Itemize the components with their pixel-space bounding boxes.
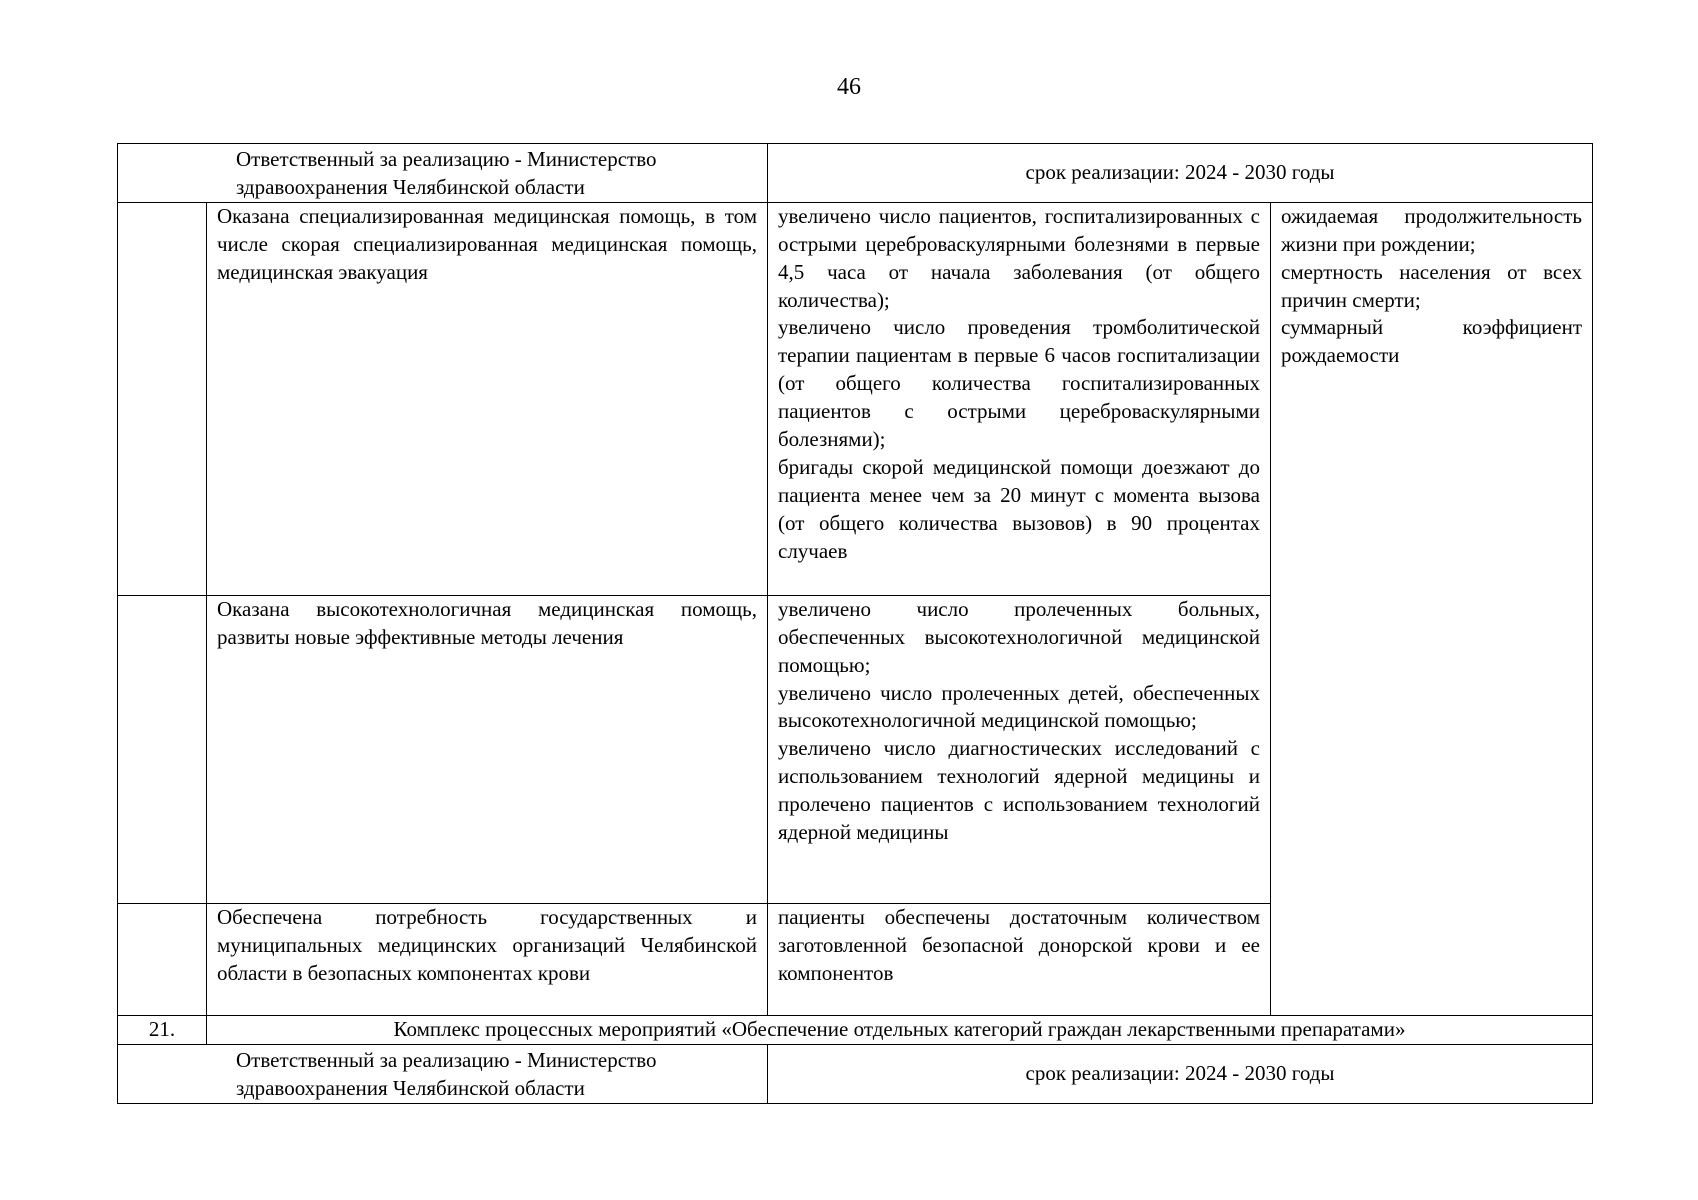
page-number: 46 <box>837 74 861 100</box>
row-number-cell <box>118 595 207 903</box>
section-title-cell: Комплекс процессных мероприятий «Обеспечение отдельных категорий граждан лекарственными препаратами» <box>207 1015 1593 1044</box>
task-cell: Оказана высокотехнологичная медицинская помощь, развиты новые эффективные методы лечения <box>207 595 768 903</box>
effect-cell <box>768 595 1271 903</box>
responsible-line-1: Ответственный за реализацию - Министерство <box>236 1047 657 1072</box>
responsible-cell <box>118 1044 768 1103</box>
task-cell: Обеспечена потребность государственных и муниципальных медицинских организаций Челябинской области в безопасных компонентах крови <box>207 903 768 1015</box>
effect-item: пациенты обеспечены достаточным количеством заготовленной безопасной донорской крови и ее компонентов <box>778 904 1260 985</box>
responsible-header-row <box>118 144 1593 203</box>
indicator-item: ожидаемая продолжительность жизни при рождении; <box>1281 203 1583 256</box>
task-cell: Оказана специализированная медицинская помощь, в том числе скорая специализированная медицинская помощь, медицинская эвакуация <box>207 202 768 595</box>
effect-item: увеличено число пролеченных детей, обеспеченных высокотехнологичной медицинской помощью; <box>778 680 1260 733</box>
table-row <box>118 202 1593 595</box>
term-cell: срок реализации: 2024 - 2030 годы <box>768 1044 1593 1103</box>
responsible-cell <box>118 144 768 203</box>
indicator-item: смертность населения от всех причин смерти; <box>1281 259 1583 312</box>
effect-item: увеличено число диагностических исследований с использованием технологий ядерной медицины и пролечено пациентов с использованием технологий ядерной медицины <box>778 736 1260 845</box>
effect-item: бригады скорой медицинской помощи доезжают до пациента менее чем за 20 минут с момента вызова (от общего количества вызовов) в 90 процентах случаев <box>778 454 1260 563</box>
row-number-cell <box>118 903 207 1015</box>
row-number-cell: 21. <box>118 1015 207 1044</box>
effect-item: увеличено число проведения тромболитической терапии пациентам в первые 6 часов госпитализации (от общего количества госпитализированных пациентов с острыми цереброваскулярными болезнями); <box>778 315 1260 452</box>
effect-item: увеличено число пролеченных больных, обеспеченных высокотехнологичной медицинской помощью; <box>778 596 1260 677</box>
responsible-header-row <box>118 1044 1593 1103</box>
section-21-row <box>118 1015 1593 1044</box>
effect-item: увеличено число пациентов, госпитализированных с острыми цереброваскулярными болезнями в первые 4,5 часа от начала заболевания (от общего количества); <box>778 203 1260 312</box>
program-table <box>117 143 1593 1104</box>
term-cell: срок реализации: 2024 - 2030 годы <box>768 144 1593 203</box>
effect-cell <box>768 903 1271 1015</box>
indicator-item: суммарный коэффициент рождаемости <box>1281 315 1583 368</box>
row-number-cell <box>118 202 207 595</box>
indicators-cell <box>1271 202 1593 1015</box>
responsible-line-1: Ответственный за реализацию - Министерство <box>236 147 657 171</box>
effect-cell <box>768 202 1271 595</box>
responsible-line-2: здравоохранения Челябинской области <box>236 174 585 199</box>
responsible-line-2: здравоохранения Челябинской области <box>236 1075 585 1100</box>
